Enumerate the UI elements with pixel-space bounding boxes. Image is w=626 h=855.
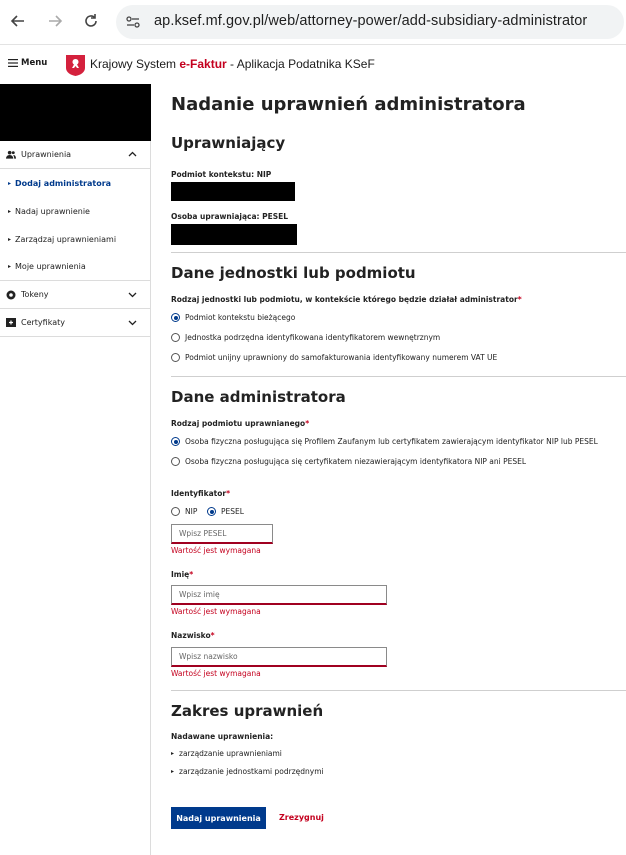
radio-checked[interactable]	[171, 437, 180, 446]
identifier-label	[171, 489, 230, 498]
last-name-input[interactable]	[171, 647, 387, 667]
scope-item-text: zarządzanie uprawnieniami	[179, 749, 282, 758]
page-title: Nadanie uprawnień administratora	[171, 94, 526, 115]
scope-item-text: zarządzanie jednostkami podrzędnymi	[179, 767, 324, 776]
browser-toolbar	[0, 0, 626, 45]
section-divider	[171, 252, 626, 253]
radio-label: Podmiot unijny uprawniony do samofakturowania identyfikowany numerem VAT UE	[185, 353, 498, 362]
site-settings-icon[interactable]	[124, 13, 142, 31]
required-marker: *	[210, 631, 215, 640]
radio-label: Osoba fizyczna posługująca się certyfikatem niezawierającym identyfikatora NIP ani PESEL	[185, 457, 527, 466]
title-suffix: - Aplikacja Podatnika KSeF	[226, 57, 375, 71]
reload-icon[interactable]	[80, 10, 102, 32]
chevron-up-icon	[128, 150, 137, 159]
sidebar-item-label: Zarządzaj uprawnieniami	[15, 234, 117, 244]
bullet-icon: ▸	[8, 235, 12, 243]
sidebar-item-label: Tokeny	[21, 290, 49, 299]
sidebar	[0, 84, 151, 855]
required-marker: *	[189, 570, 194, 579]
sidebar-item-tokeny[interactable]	[0, 281, 151, 309]
forward-arrow-icon[interactable]	[44, 10, 66, 32]
first-name-input[interactable]	[171, 585, 387, 605]
section-heading-unit: Dane jednostki lub podmiotu	[171, 264, 416, 282]
section-heading-grantor: Uprawniający	[171, 134, 286, 152]
redacted-account-box	[0, 84, 151, 141]
first-name-label-text: Imię	[171, 570, 190, 579]
sidebar-item-zarzadzaj-uprawnieniami[interactable]	[0, 225, 151, 253]
identifier-option-pesel[interactable]	[207, 507, 244, 516]
cancel-button[interactable]: Zrezygnuj	[279, 813, 324, 822]
first-name-label	[171, 570, 193, 579]
title-prefix: Krajowy System	[90, 57, 180, 71]
section-divider	[171, 376, 626, 377]
hamburger-icon	[8, 59, 18, 67]
unit-type-question-text: Rodzaj jednostki lub podmiotu, w kontekście którego będzie działał administrator	[171, 295, 518, 304]
radio-unchecked[interactable]	[171, 333, 180, 342]
menu-label: Menu	[21, 58, 48, 68]
last-name-label	[171, 631, 215, 640]
certificate-icon	[6, 318, 16, 328]
sidebar-item-label: Nadaj uprawnienie	[15, 206, 90, 216]
grantor-pesel-label: Osoba uprawniająca: PESEL	[171, 212, 289, 221]
grant-permissions-button[interactable]: Nadaj uprawnienia	[171, 807, 266, 829]
sidebar-item-certyfikaty[interactable]	[0, 309, 151, 337]
pesel-error: Wartość jest wymagana	[171, 546, 261, 555]
radio-unchecked[interactable]	[171, 507, 180, 516]
address-bar[interactable]	[116, 5, 624, 39]
radio-label: NIP	[185, 507, 198, 516]
sidebar-item-label: Certyfikaty	[21, 318, 65, 327]
back-arrow-icon[interactable]	[7, 10, 29, 32]
radio-unchecked[interactable]	[171, 353, 180, 362]
sidebar-item-moje-uprawnienia[interactable]	[0, 253, 151, 281]
bullet-icon: ▸	[8, 207, 12, 215]
bullet-icon: ▸	[171, 750, 175, 757]
context-nip-label: Podmiot kontekstu: NIP	[171, 170, 272, 179]
admin-type-option-certificate[interactable]	[171, 457, 526, 466]
sidebar-item-nadaj-uprawnienie[interactable]	[0, 197, 151, 225]
unit-option-current-context[interactable]	[171, 313, 295, 322]
title-brand: e-Faktur	[179, 57, 227, 71]
required-marker: *	[226, 489, 231, 498]
first-name-error: Wartość jest wymagana	[171, 607, 261, 616]
sidebar-item-label: Dodaj administratora	[15, 178, 112, 188]
last-name-error: Wartość jest wymagana	[171, 669, 261, 678]
identifier-option-nip[interactable]	[171, 507, 197, 516]
section-heading-admin: Dane administratora	[171, 388, 346, 406]
menu-button[interactable]	[8, 58, 47, 68]
identifier-label-text: Identyfikator	[171, 489, 227, 498]
token-icon	[6, 290, 16, 300]
last-name-label-text: Nazwisko	[171, 631, 211, 640]
sidebar-item-dodaj-administratora[interactable]	[0, 169, 151, 197]
unit-option-subordinate[interactable]	[171, 333, 440, 342]
scope-label: Nadawane uprawnienia:	[171, 732, 274, 741]
required-marker: *	[517, 295, 522, 304]
radio-label: Osoba fizyczna posługująca się Profilem Zaufanym lub certyfikatem zawierającym identyfikator NIP lub PESEL	[185, 437, 598, 446]
bullet-icon: ▸	[171, 768, 175, 775]
sidebar-item-label: Moje uprawnienia	[15, 262, 86, 271]
section-divider	[171, 690, 626, 691]
radio-label: PESEL	[221, 507, 244, 516]
users-icon	[6, 150, 16, 160]
sidebar-item-uprawnienia[interactable]	[0, 141, 151, 169]
chevron-down-icon	[128, 318, 137, 327]
section-heading-scope: Zakres uprawnień	[171, 702, 324, 720]
scope-list-item	[171, 767, 324, 776]
scope-list-item	[171, 749, 282, 758]
radio-label: Podmiot kontekstu bieżącego	[185, 313, 296, 322]
url-text: ap.ksef.mf.gov.pl/web/attorney-power/add-subsidiary-administrator	[154, 13, 588, 29]
polish-eagle-emblem-icon	[66, 55, 85, 76]
admin-type-option-trusted-profile[interactable]	[171, 437, 598, 446]
radio-checked[interactable]	[171, 313, 180, 322]
required-marker: *	[305, 419, 310, 428]
unit-option-eu-entity[interactable]	[171, 353, 497, 362]
bullet-icon: ▸	[8, 179, 12, 187]
admin-type-label-text: Rodzaj podmiotu uprawnianego	[171, 419, 306, 428]
app-title	[90, 57, 375, 71]
pesel-input[interactable]	[171, 524, 273, 544]
sidebar-item-label: Uprawnienia	[21, 150, 72, 159]
radio-label: Jednostka podrzędna identyfikowana identyfikatorem wewnętrznym	[185, 333, 441, 342]
bullet-icon: ▸	[8, 263, 12, 270]
admin-type-label	[171, 419, 309, 428]
chevron-down-icon	[128, 290, 137, 299]
radio-unchecked[interactable]	[171, 457, 180, 466]
redacted-nip-value	[171, 182, 295, 201]
redacted-pesel-value	[171, 224, 297, 245]
app-header	[0, 46, 626, 84]
radio-checked[interactable]	[207, 507, 216, 516]
unit-type-question	[171, 295, 522, 304]
